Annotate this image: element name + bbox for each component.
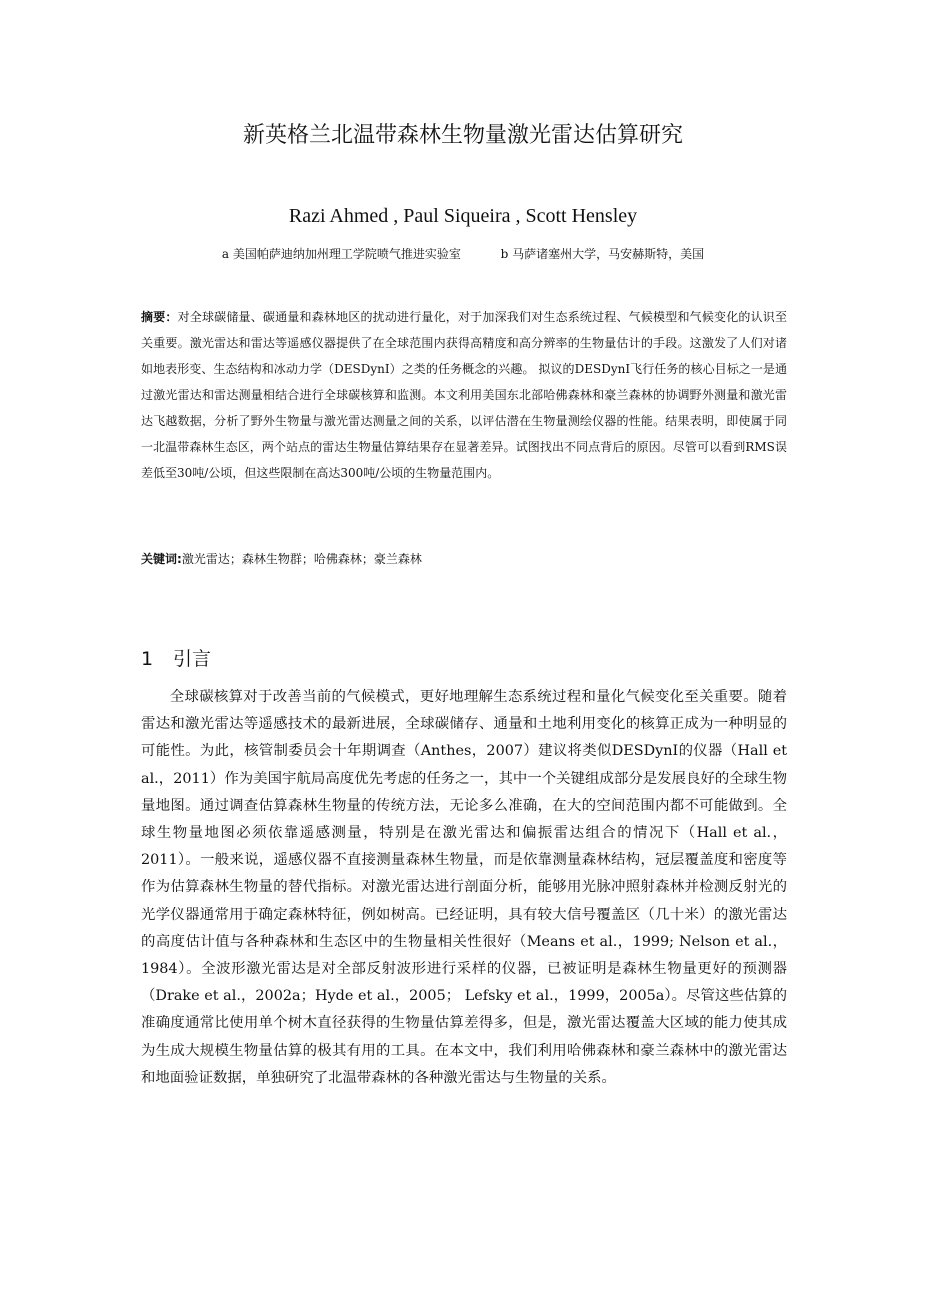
abstract-label: 摘要： xyxy=(141,310,178,324)
abstract xyxy=(141,304,787,486)
section-paragraph: 全球碳核算对于改善当前的气候模式，更好地理解生态系统过程和量化气候变化至关重要。随着雷达和激光雷达等遥感技术的最新进展，全球碳储存、通量和土地利用变化的核算正成为一种明显的可能性。为此，核管制委员会十年期调查（Anthes，2007）建议将类似DESDynI的仪器（Hall et al.，2011）作为美国宇航局高度优先考虑的任务之一，其中一个关键组成部分是发展良好的全球生物量地图。通过调查估算森林生物量的传统方法，无论多么准确，在大的空间范围内都不可能做到。全球生物量地图必须依靠遥感测量，特别是在激光雷达和偏振雷达组合的情况下（Hall et al.，2011）。一般来说，遥感仪器不直接测量森林生物量，而是依靠测量森林结构，冠层覆盖度和密度等作为估算森林生物量的替代指标。对激光雷达进行剖面分析，能够用光脉冲照射森林并检测反射光的光学仪器通常用于确定森林特征，例如树高。已经证明，具有较大信号覆盖区（几十米）的激光雷达的高度估计值与各种森林和生态区中的生物量相关性很好（Means et al.，1999; Nelson et al.，1984）。全波形激光雷达是对全部反射波形进行采样的仪器，已被证明是森林生物量更好的预测器（Drake et al.，2002a；Hyde et al.，2005； Lefsky et al.，1999，2005a）。尽管这些估算的准确度通常比使用单个树木直径获得的生物量估算差得多，但是，激光雷达覆盖大区域的能力使其成为生成大规模生物量估算的极其有用的工具。在本文中，我们利用哈佛森林和豪兰森林中的激光雷达和地面验证数据，单独研究了北温带森林的各种激光雷达与生物量的关系。 xyxy=(141,689,787,1086)
keywords xyxy=(141,546,787,572)
author-list: Razi Ahmed , Paul Siqueira , Scott Hensley xyxy=(288,205,638,227)
keywords-text: 激光雷达；森林生物群；哈佛森林；豪兰森林 xyxy=(181,552,422,566)
keywords-label: 关键词: xyxy=(141,552,182,566)
affiliation-b: b 马萨诸塞州大学，马安赫斯特，美国 xyxy=(500,247,705,261)
section-title: 引言 xyxy=(173,648,212,670)
section-heading xyxy=(141,644,211,674)
section-number: 1 xyxy=(141,648,154,670)
affiliations xyxy=(0,245,926,263)
affiliation-a: a 美国帕萨迪纳加州理工学院喷气推进实验室 xyxy=(221,247,461,261)
paper-title: 新英格兰北温带森林生物量激光雷达估算研究 xyxy=(242,123,683,148)
abstract-text: 对全球碳储量、碳通量和森林地区的扰动进行量化，对于加深我们对生态系统过程、气候模型和气候变化的认识至关重要。激光雷达和雷达等遥感仪器提供了在全球范围内获得高精度和高分辨率的生物量估计的手段。这激发了人们对诸如地表形变、生态结构和冰动力学（DESDynI）之类的任务概念的兴趣。 拟议的DESDynI飞行任务的核心目标之一是通过激光雷达和雷达测量相结合进行全球碳核算和监测。本文利用美国东北部哈佛森林和豪兰森林的协调野外测量和激光雷达飞越数据，分析了野外生物量与激光雷达测量之间的关系，以评估潜在生物量测绘仪器的性能。结果表明，即使属于同一北温带森林生态区，两个站点的雷达生物量估算结果存在显著差异。试图找出不同点背后的原因。尽管可以看到RMS误差低至30吨/公顷，但这些限制在高达300吨/公顷的生物量范围内。 xyxy=(141,310,787,480)
